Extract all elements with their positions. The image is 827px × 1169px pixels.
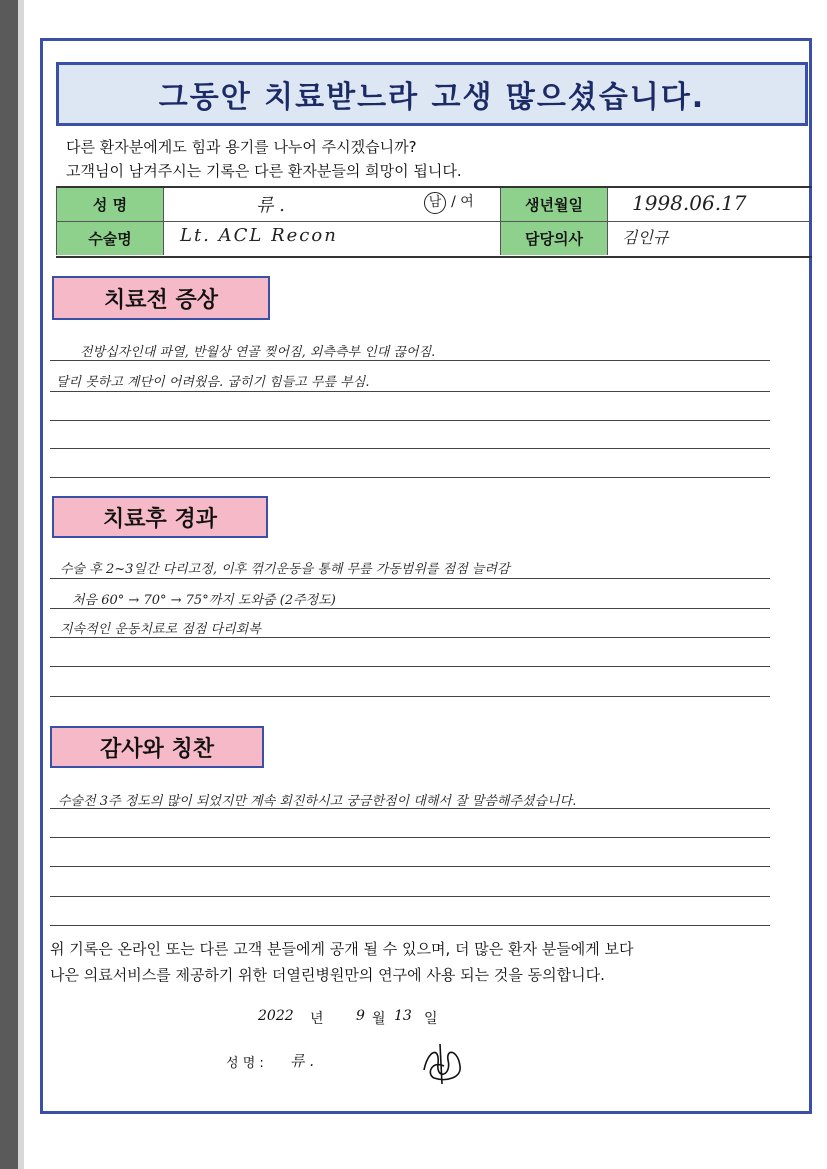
binder-strip bbox=[0, 0, 18, 1169]
after-line-3: 지속적인 운동치료로 점점 다리회복 bbox=[60, 622, 261, 637]
signature-label: 성 명 : bbox=[226, 1056, 264, 1071]
ruled-line bbox=[50, 637, 770, 638]
consent-line-1: 위 기록은 온라인 또는 다른 고객 분들에게 공개 될 수 있으며, 더 많은 환자 분들에게 보다 bbox=[50, 940, 634, 958]
title-banner bbox=[56, 62, 808, 126]
surgery-value: Lt. ACL Recon bbox=[180, 225, 338, 246]
gender-selector bbox=[424, 191, 474, 214]
date-month: 9 bbox=[356, 1008, 365, 1024]
after-heading: 치료후 경과 bbox=[52, 496, 268, 538]
doctor-value: 김인규 bbox=[622, 228, 669, 247]
intro-line-1: 다른 환자분에게도 힘과 용기를 나누어 주시겠습니까? bbox=[66, 138, 417, 156]
consent-line-2: 나은 의료서비스를 제공하기 위한 더열린병원만의 연구에 사용 되는 것을 동의합니다. bbox=[50, 966, 605, 984]
date-day: 13 bbox=[394, 1008, 412, 1024]
signature-name: 류 . bbox=[290, 1052, 315, 1070]
ruled-line bbox=[50, 666, 770, 667]
intro-line-2: 고객님이 남겨주시는 기록은 다른 환자분들의 희망이 됩니다. bbox=[66, 162, 462, 180]
ruled-line bbox=[50, 837, 770, 838]
surgery-label: 수술명 bbox=[56, 222, 164, 255]
handwritten-signature bbox=[418, 1040, 466, 1086]
ruled-line bbox=[50, 420, 770, 421]
info-row-surgery bbox=[56, 222, 812, 255]
ruled-line bbox=[50, 578, 770, 579]
ruled-line bbox=[50, 696, 770, 697]
name-value: 류 . bbox=[256, 195, 285, 216]
birth-label: 생년월일 bbox=[500, 188, 608, 221]
thanks-line-1: 수술전 3주 정도의 많이 되었지만 계속 회진하시고 궁금한점이 대해서 잘 말씀해주셨습니다. bbox=[58, 794, 577, 809]
gender-options: / 여 bbox=[451, 194, 474, 210]
ruled-line bbox=[50, 448, 770, 449]
before-line-1: 전방십자인대 파열, 반월상 연골 찢어짐, 외측측부 인대 끊어짐. bbox=[80, 345, 436, 360]
binder-edge bbox=[18, 0, 24, 1169]
date-year: 2022 bbox=[258, 1008, 294, 1024]
info-row-name bbox=[56, 188, 812, 222]
ruled-line bbox=[50, 477, 770, 478]
before-line-2: 달리 못하고 계단이 어려웠음. 굽히기 힘들고 무릎 부심. bbox=[56, 375, 370, 390]
birth-value: 1998.06.17 bbox=[632, 191, 747, 215]
date-month-unit: 월 bbox=[372, 1011, 386, 1027]
before-heading: 치료전 증상 bbox=[52, 276, 270, 320]
ruled-line bbox=[50, 896, 770, 897]
ruled-line bbox=[50, 360, 770, 361]
date-day-unit: 일 bbox=[424, 1011, 438, 1027]
doctor-label: 담당의사 bbox=[500, 222, 608, 255]
patient-info-table bbox=[56, 186, 812, 258]
after-line-1: 수술 후 2~3일간 다리고정, 이후 꺾기운동을 통해 무릎 가동범위를 점점 늘려감 bbox=[60, 562, 510, 577]
ruled-line bbox=[50, 866, 770, 867]
date-year-unit: 년 bbox=[310, 1011, 324, 1027]
page-title: 그동안 치료받느라 고생 많으셨습니다. bbox=[158, 80, 706, 115]
gender-selected-circle: 남 bbox=[424, 192, 446, 214]
ruled-line bbox=[50, 391, 770, 392]
ruled-line bbox=[50, 608, 770, 609]
ruled-line bbox=[50, 925, 770, 926]
name-label: 성 명 bbox=[56, 188, 164, 221]
after-line-2: 처음 60° → 70° → 75°까지 도와줌 (2주정도) bbox=[72, 593, 336, 608]
thanks-heading: 감사와 칭찬 bbox=[50, 726, 264, 768]
